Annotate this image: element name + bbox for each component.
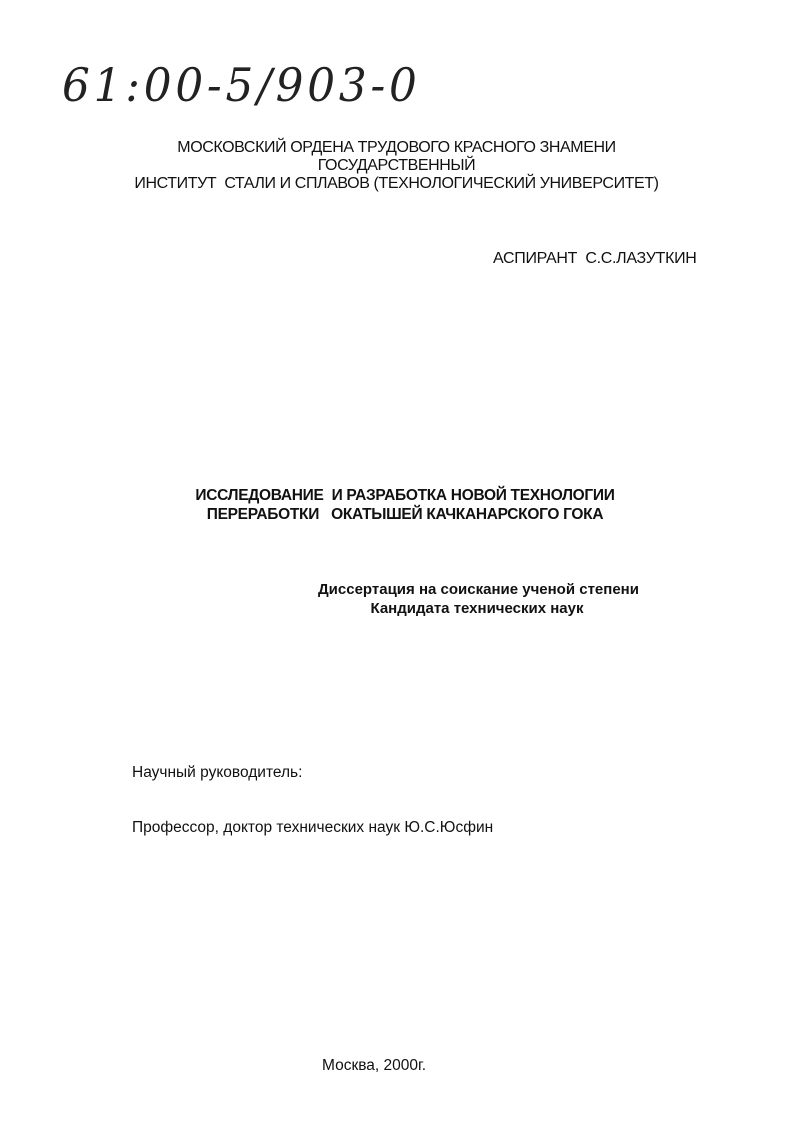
institution-line-2: ГОСУДАРСТВЕННЫЙ	[317, 157, 476, 174]
place-year: Москва, 2000г.	[322, 1057, 427, 1074]
thesis-subtitle	[318, 580, 639, 618]
title-line-2: ПЕРЕРАБОТКИ ОКАТЫШЕЙ КАЧКАНАРСКОГО ГОКА	[206, 506, 604, 523]
supervisor-name: Профессор, доктор технических наук Ю.С.Юсфин	[132, 819, 494, 836]
thesis-title	[0, 486, 793, 524]
institution-line-3: ИНСТИТУТ СТАЛИ И СПЛАВОВ (ТЕХНОЛОГИЧЕСКИЙ УНИВЕРСИТЕТ)	[134, 175, 659, 192]
title-line-1: ИССЛЕДОВАНИЕ И РАЗРАБОТКА НОВОЙ ТЕХНОЛОГИИ	[195, 487, 615, 504]
institution-line-1: МОСКОВСКИЙ ОРДЕНА ТРУДОВОГО КРАСНОГО ЗНАМЕНИ	[177, 139, 616, 156]
author: АСПИРАНТ С.С.ЛАЗУТКИН	[493, 250, 697, 267]
supervisor-label: Научный руководитель:	[132, 764, 303, 781]
handwritten-code: 61:00-5/903-0	[62, 58, 421, 112]
institution-name	[0, 139, 793, 193]
subtitle-line-1: Диссертация на соискание ученой степени	[318, 581, 639, 598]
subtitle-line-2: Кандидата технических наук	[370, 600, 584, 617]
